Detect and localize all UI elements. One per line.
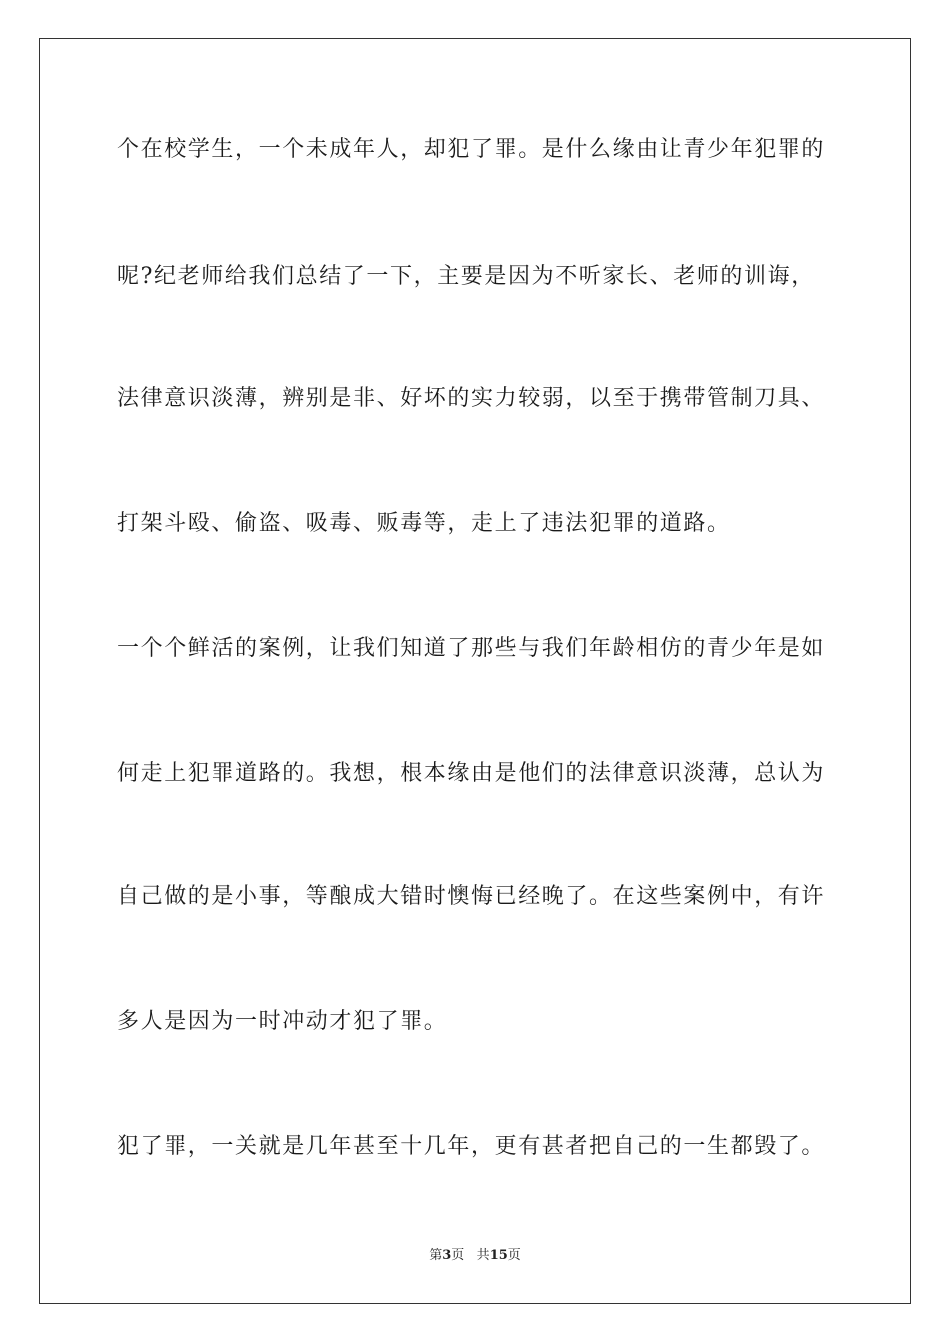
body-text-line: 犯了罪，一关就是几年甚至十几年，更有甚者把自己的一生都毁了。 xyxy=(117,1134,826,1159)
body-text-line: 法律意识淡薄，辨别是非、好坏的实力较弱，以至于携带管制刀具、 xyxy=(117,386,826,411)
page-border xyxy=(39,38,911,1304)
body-text-line: 自己做的是小事，等酿成大错时懊悔已经晚了。在这些案例中，有许 xyxy=(117,884,826,909)
page-number-total: 共15页 xyxy=(476,1248,521,1263)
body-text-line: 多人是因为一时冲动才犯了罪。 xyxy=(117,1009,448,1034)
page-footer xyxy=(0,1247,950,1265)
body-text-line: 打架斗殴、偷盗、吸毒、贩毒等，走上了违法犯罪的道路。 xyxy=(117,511,731,536)
body-text-line: 一个个鲜活的案例，让我们知道了那些与我们年龄相仿的青少年是如 xyxy=(117,636,826,661)
body-text-line: 何走上犯罪道路的。我想，根本缘由是他们的法律意识淡薄，总认为 xyxy=(117,761,826,786)
page-number-current: 第3页 xyxy=(429,1248,465,1263)
body-text-line: 呢?纪老师给我们总结了一下，主要是因为不听家长、老师的训诲， xyxy=(117,264,815,289)
body-text-line: 个在校学生，一个未成年人，却犯了罪。是什么缘由让青少年犯罪的 xyxy=(117,137,826,162)
